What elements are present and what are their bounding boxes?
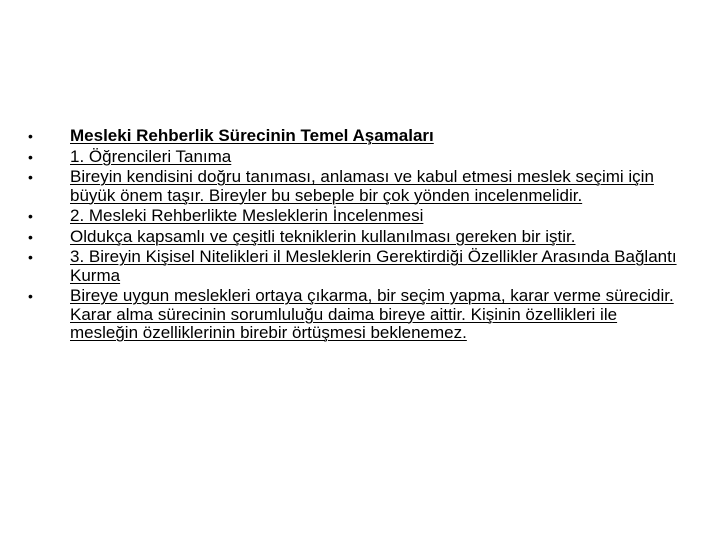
bullet-point-icon: • — [28, 208, 33, 224]
bullet-point-icon: • — [28, 249, 33, 265]
bullet-item-step-1-detail — [28, 168, 678, 205]
step-description: Oldukça kapsamlı ve çeşitli tekniklerin kullanılması gereken bir iştir. — [70, 226, 576, 246]
bullet-item-step-1 — [28, 148, 678, 167]
step-description: Bireye uygun meslekleri ortaya çıkarma, bir seçim yapma, karar verme sürecidir. Karar alma sürecinin sorumluluğu daima bireye aittir. Kişinin özellikleri ile mesleğin özelliklerinin birebir örtüşmesi beklenemez. — [70, 286, 674, 342]
bullet-point-icon: • — [28, 148, 33, 165]
bullet-list — [28, 127, 678, 343]
bullet-item-step-3 — [28, 248, 678, 285]
step-description: Bireyin kendisini doğru tanıması, anlaması ve kabul etmesi meslek seçimi için büyük önem taşır. Bireyler bu sebeple bir çok yönden incelenmelidir. — [70, 167, 654, 205]
step-heading: 2. Mesleki Rehberlikte Mesleklerin İncelenmesi — [70, 206, 424, 225]
bullet-point-icon: • — [28, 228, 33, 245]
bullet-point-icon: • — [28, 169, 33, 185]
slide-content — [28, 127, 678, 343]
step-heading: 3. Bireyin Kişisel Nitelikleri il Mesleklerin Gerektirdiği Özellikler Arasında Bağlantı Kurma — [70, 247, 677, 285]
bullet-item-title — [28, 127, 678, 146]
bullet-item-step-2-detail — [28, 228, 678, 247]
bullet-point-icon: • — [28, 288, 33, 304]
bullet-item-step-2 — [28, 207, 678, 226]
bullet-point-icon: • — [28, 128, 33, 144]
bullet-item-step-3-detail — [28, 287, 678, 343]
section-title: Mesleki Rehberlik Sürecinin Temel Aşamaları — [70, 126, 434, 145]
step-heading: 1. Öğrencileri Tanıma — [70, 146, 232, 166]
